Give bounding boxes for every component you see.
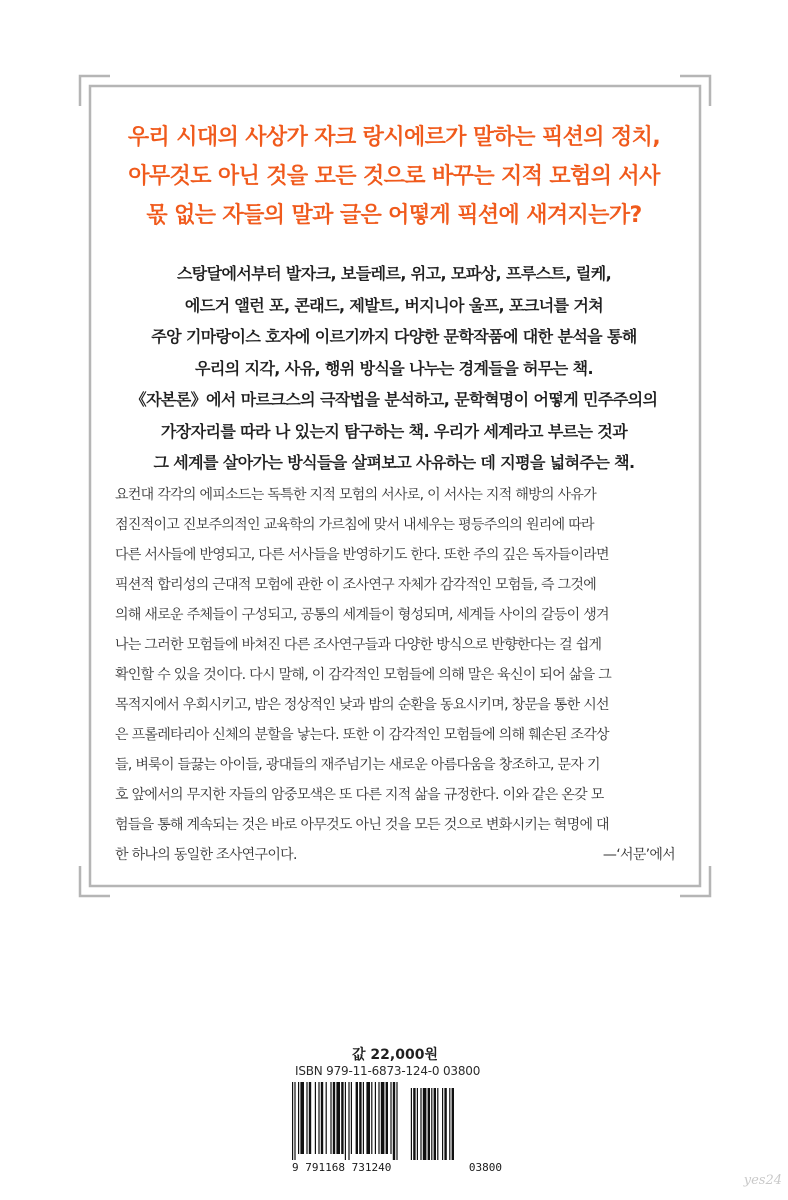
summary-line: 스탕달에서부터 발자크, 보들레르, 위고, 모파상, 프루스트, 릴케, [176, 264, 612, 283]
excerpt-last-line [115, 840, 675, 870]
excerpt-line: 점진적이고 진보주의적인 교육학의 가르침에 맞서 내세우는 평등주의의 원리에 따라 [115, 517, 594, 533]
isbn-label: ISBN 979-11-6873-124-0 03800 [295, 1064, 481, 1078]
headline-line: 몫 없는 자들의 말과 글은 어떻게 픽션에 새겨지는가? [146, 203, 642, 228]
excerpt-line: 험들을 통해 계속되는 것은 바로 아무것도 아닌 것을 모든 것으로 변화시키는 혁명에 대 [115, 817, 609, 833]
excerpt-line: 나는 그러한 모험들에 바쳐진 다른 조사연구들과 다양한 방식으로 반향한다는 걸 쉽게 [115, 637, 602, 653]
excerpt-line: 요컨대 각각의 에피소드는 독특한 지적 모험의 서사로, 이 서사는 지적 해방의 사유가 [115, 487, 597, 503]
excerpt-line: 호 앞에서의 무지한 자들의 암중모색은 또 다른 지적 삶을 규정한다. 이와 같은 온갖 모 [115, 787, 604, 803]
book-summary [90, 258, 698, 479]
barcode-digits [292, 1161, 502, 1174]
excerpt-line: 목적지에서 우회시키고, 밤은 정상적인 낮과 밤의 순환을 동요시키며, 창문을 통한 시선 [115, 697, 609, 713]
summary-line: 《자본론》에서 마르크스의 극작법을 분석하고, 문학혁명이 어떻게 민주주의의 [130, 390, 658, 409]
excerpt-source: —‘서문’에서 [602, 847, 675, 863]
summary-line: 그 세계를 살아가는 방식들을 살펴보고 사유하는 데 지평을 넓혀주는 책. [153, 453, 635, 472]
summary-line: 우리의 지각, 사유, 행위 방식을 나누는 경계들을 허무는 책. [195, 358, 593, 378]
summary-line: 에드거 앨런 포, 콘래드, 제발트, 버지니아 울프, 포크너를 거쳐 [184, 295, 604, 315]
excerpt-line: 들, 벼룩이 들끓는 아이들, 광대들의 재주넘기는 새로운 아름다움을 창조하고, 문자 기 [115, 757, 600, 773]
watermark-logo: yes24 [743, 1173, 782, 1188]
summary-line: 가장자리를 따라 나 있는지 탐구하는 책. 우리가 세계라고 부르는 것과 [160, 421, 628, 441]
preface-excerpt [115, 480, 675, 870]
excerpt-line: 다른 서사들에 반영되고, 다른 서사들을 반영하기도 한다. 또한 주의 깊은 독자들이라면 [115, 547, 609, 563]
excerpt-line: 확인할 수 있을 것이다. 다시 말해, 이 감각적인 모험들에 의해 말은 육신이 되어 삶을 그 [115, 667, 612, 683]
headline-line: 우리 시대의 사상가 자크 랑시에르가 말하는 픽션의 정치, [127, 125, 661, 150]
price-label: 값 22,000원 [352, 1047, 438, 1063]
excerpt-line: 한 하나의 동일한 조사연구이다. [115, 847, 297, 863]
excerpt-line: 의해 새로운 주체들이 구성되고, 공통의 세계들이 형성되며, 세계들 사이의 갈등이 생겨 [115, 607, 609, 623]
headline [90, 118, 698, 235]
headline-line: 아무것도 아닌 것을 모든 것으로 바꾸는 지적 모험의 서사 [128, 164, 660, 189]
excerpt-line: 픽션적 합리성의 근대적 모험에 관한 이 조사연구 자체가 감각적인 모험들, 즉 그것에 [115, 577, 597, 593]
barcode-image [290, 1082, 502, 1162]
excerpt-line: 은 프롤레타리아 신체의 분할을 낳는다. 또한 이 감각적인 모험들에 의해 훼손된 조각상 [115, 727, 609, 743]
summary-line: 주앙 기마랑이스 호자에 이르기까지 다양한 문학작품에 대한 분석을 통해 [151, 327, 637, 346]
barcode-addon-digits: 03800 [468, 1161, 502, 1174]
barcode-main-digits: 9 791168 731240 [292, 1161, 392, 1174]
